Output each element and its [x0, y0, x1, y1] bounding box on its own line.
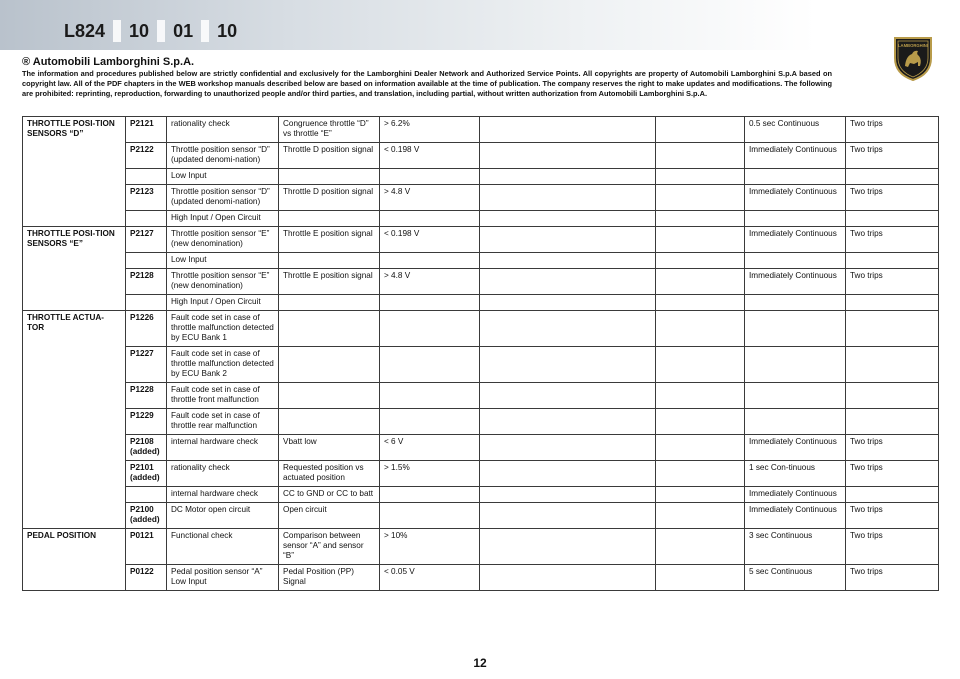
table-row	[23, 311, 939, 347]
blank-cell	[480, 347, 656, 383]
mil-cell: Two trips	[846, 435, 939, 461]
group-cell	[23, 295, 126, 311]
blank-cell	[656, 185, 745, 211]
fault-code-cell	[126, 295, 167, 311]
check-cell: Requested position vs actuated position	[279, 461, 380, 487]
code-separator	[201, 20, 209, 42]
mil-cell	[846, 409, 939, 435]
fault-code-cell: P1229	[126, 409, 167, 435]
table-row	[23, 211, 939, 227]
blank-cell	[656, 503, 745, 529]
threshold-cell: < 0.198 V	[380, 143, 480, 169]
mil-cell	[846, 347, 939, 383]
check-cell: CC to GND or CC to batt	[279, 487, 380, 503]
threshold-cell: < 0.05 V	[380, 565, 480, 591]
fault-code-cell: P0121	[126, 529, 167, 565]
fault-code-cell: P2123	[126, 185, 167, 211]
group-cell	[23, 143, 126, 169]
blank-cell	[656, 295, 745, 311]
threshold-cell: < 6 V	[380, 435, 480, 461]
table-row	[23, 565, 939, 591]
table-row	[23, 185, 939, 211]
time-required-cell: Immediately Continuous	[745, 227, 846, 253]
table-row	[23, 253, 939, 269]
fault-code-cell	[126, 487, 167, 503]
table-row	[23, 117, 939, 143]
table-row	[23, 347, 939, 383]
group-cell	[23, 503, 126, 529]
blank-cell	[656, 311, 745, 347]
blank-cell	[656, 347, 745, 383]
check-cell: Throttle D position signal	[279, 143, 380, 169]
blank-cell	[480, 269, 656, 295]
check-cell: Congruence throttle “D” vs throttle “E”	[279, 117, 380, 143]
threshold-cell	[380, 487, 480, 503]
threshold-cell: < 0.198 V	[380, 227, 480, 253]
blank-cell	[480, 311, 656, 347]
blank-cell	[656, 117, 745, 143]
threshold-cell: > 10%	[380, 529, 480, 565]
table-row	[23, 169, 939, 185]
group-cell	[23, 461, 126, 487]
copyright-disclaimer: The information and procedures published below are strictly confidential and exclusively for the Lamborghini Dealer Network and Authorized Service Points. All copyrights are property of Automobili Lamborghini S.p.A based on copyright law. All of the PDF chapters in the WEB workshop manuals described below are based on information available at the time of publication. The company reserves the right to make updates and modifications. The following are prohibited: reprinting, reproduction, forwarding to unauthorized people and/or third parties, and translation, including partial, without written authorization from Automobili Lamborghini S.p.A.	[22, 69, 832, 99]
check-cell	[279, 295, 380, 311]
check-cell	[279, 347, 380, 383]
blank-cell	[656, 383, 745, 409]
check-cell: Vbatt low	[279, 435, 380, 461]
description-cell: rationality check	[167, 117, 279, 143]
time-required-cell	[745, 169, 846, 185]
check-cell: Pedal Position (PP) Signal	[279, 565, 380, 591]
group-cell	[23, 169, 126, 185]
fault-code-cell	[126, 211, 167, 227]
description-cell: internal hardware check	[167, 435, 279, 461]
group-cell: THROTTLE ACTUA-TOR	[23, 311, 126, 347]
threshold-cell	[380, 503, 480, 529]
table-row	[23, 503, 939, 529]
blank-cell	[480, 143, 656, 169]
time-required-cell: Immediately Continuous	[745, 435, 846, 461]
check-cell	[279, 211, 380, 227]
description-cell: High Input / Open Circuit	[167, 295, 279, 311]
group-cell	[23, 185, 126, 211]
time-required-cell: 0.5 sec Continuous	[745, 117, 846, 143]
mil-cell: Two trips	[846, 269, 939, 295]
threshold-cell: > 6.2%	[380, 117, 480, 143]
mil-cell: Two trips	[846, 185, 939, 211]
blank-cell	[656, 269, 745, 295]
description-cell: Throttle position sensor “E” (new denomination)	[167, 269, 279, 295]
description-cell: Fault code set in case of throttle malfunction detected by ECU Bank 2	[167, 347, 279, 383]
time-required-cell: Immediately Continuous	[745, 185, 846, 211]
blank-cell	[480, 211, 656, 227]
blank-cell	[656, 487, 745, 503]
fault-code-cell: P2100 (added)	[126, 503, 167, 529]
group-cell	[23, 253, 126, 269]
fault-code-cell: P2122	[126, 143, 167, 169]
description-cell: Fault code set in case of throttle rear malfunction	[167, 409, 279, 435]
lamborghini-bull-shield-icon	[892, 36, 934, 82]
code-model: L824	[64, 21, 106, 41]
document-code-bar	[56, 20, 245, 42]
mil-cell: Two trips	[846, 565, 939, 591]
blank-cell	[480, 295, 656, 311]
time-required-cell: Immediately Continuous	[745, 487, 846, 503]
description-cell: DC Motor open circuit	[167, 503, 279, 529]
table-row	[23, 143, 939, 169]
check-cell	[279, 311, 380, 347]
check-cell: Throttle D position signal	[279, 185, 380, 211]
threshold-cell: > 4.8 V	[380, 269, 480, 295]
blank-cell	[480, 169, 656, 185]
mil-cell: Two trips	[846, 529, 939, 565]
mil-cell: Two trips	[846, 461, 939, 487]
threshold-cell: > 4.8 V	[380, 185, 480, 211]
blank-cell	[480, 565, 656, 591]
blank-cell	[480, 503, 656, 529]
group-cell	[23, 435, 126, 461]
time-required-cell	[745, 383, 846, 409]
description-cell: rationality check	[167, 461, 279, 487]
threshold-cell	[380, 253, 480, 269]
group-cell	[23, 409, 126, 435]
blank-cell	[480, 435, 656, 461]
table-row	[23, 529, 939, 565]
logo-text: LAMBORGHINI	[897, 43, 929, 48]
blank-cell	[656, 253, 745, 269]
mil-cell	[846, 169, 939, 185]
fault-code-cell: P2127	[126, 227, 167, 253]
group-cell	[23, 269, 126, 295]
check-cell: Comparison between sensor “A” and sensor “B”	[279, 529, 380, 565]
check-cell: Throttle E position signal	[279, 227, 380, 253]
threshold-cell	[380, 211, 480, 227]
description-cell: Throttle position sensor “D” (updated denomi-nation)	[167, 185, 279, 211]
description-cell: Functional check	[167, 529, 279, 565]
time-required-cell: 3 sec Continuous	[745, 529, 846, 565]
threshold-cell	[380, 311, 480, 347]
group-cell	[23, 211, 126, 227]
group-cell	[23, 347, 126, 383]
description-cell: Throttle position sensor “D” (updated denomi-nation)	[167, 143, 279, 169]
blank-cell	[480, 383, 656, 409]
blank-cell	[656, 169, 745, 185]
description-cell: internal hardware check	[167, 487, 279, 503]
check-cell	[279, 409, 380, 435]
blank-cell	[480, 487, 656, 503]
time-required-cell	[745, 409, 846, 435]
blank-cell	[656, 143, 745, 169]
check-cell	[279, 383, 380, 409]
mil-cell: Two trips	[846, 143, 939, 169]
description-cell: Fault code set in case of throttle front malfunction	[167, 383, 279, 409]
code-separator	[113, 20, 121, 42]
threshold-cell	[380, 295, 480, 311]
threshold-cell	[380, 347, 480, 383]
check-cell: Throttle E position signal	[279, 269, 380, 295]
blank-cell	[656, 565, 745, 591]
table-row	[23, 435, 939, 461]
blank-cell	[656, 409, 745, 435]
time-required-cell: Immediately Continuous	[745, 143, 846, 169]
fault-code-cell: P2108 (added)	[126, 435, 167, 461]
blank-cell	[656, 435, 745, 461]
page-number: 12	[473, 656, 487, 670]
mil-cell: Two trips	[846, 117, 939, 143]
time-required-cell: Immediately Continuous	[745, 503, 846, 529]
threshold-cell	[380, 409, 480, 435]
time-required-cell	[745, 253, 846, 269]
time-required-cell	[745, 211, 846, 227]
description-cell: Pedal position sensor “A” Low Input	[167, 565, 279, 591]
table-row	[23, 295, 939, 311]
dtc-table	[22, 116, 939, 591]
threshold-cell	[380, 383, 480, 409]
time-required-cell	[745, 295, 846, 311]
group-cell	[23, 565, 126, 591]
fault-code-cell: P2128	[126, 269, 167, 295]
time-required-cell: Immediately Continuous	[745, 269, 846, 295]
group-cell	[23, 383, 126, 409]
mil-cell	[846, 295, 939, 311]
fault-code-cell: P1226	[126, 311, 167, 347]
code-group: 10	[129, 21, 150, 41]
group-cell	[23, 487, 126, 503]
dtc-table-body	[23, 117, 939, 591]
fault-code-cell: P2121	[126, 117, 167, 143]
mil-cell	[846, 487, 939, 503]
threshold-cell: > 1.5%	[380, 461, 480, 487]
check-cell	[279, 253, 380, 269]
fault-code-cell: P1228	[126, 383, 167, 409]
mil-cell	[846, 253, 939, 269]
code-subgroup: 01	[173, 21, 194, 41]
check-cell	[279, 169, 380, 185]
time-required-cell	[745, 311, 846, 347]
threshold-cell	[380, 169, 480, 185]
table-row	[23, 383, 939, 409]
company-name: ® Automobili Lamborghini S.p.A.	[22, 56, 195, 68]
time-required-cell: 1 sec Con-tinuous	[745, 461, 846, 487]
description-cell: High Input / Open Circuit	[167, 211, 279, 227]
fault-code-cell: P2101 (added)	[126, 461, 167, 487]
blank-cell	[656, 227, 745, 253]
fault-code-cell	[126, 253, 167, 269]
table-row	[23, 227, 939, 253]
fault-code-cell: P1227	[126, 347, 167, 383]
description-cell: Low Input	[167, 169, 279, 185]
time-required-cell: 5 sec Continuous	[745, 565, 846, 591]
blank-cell	[656, 461, 745, 487]
table-row	[23, 487, 939, 503]
blank-cell	[480, 117, 656, 143]
description-cell: Low Input	[167, 253, 279, 269]
time-required-cell	[745, 347, 846, 383]
blank-cell	[656, 211, 745, 227]
mil-cell: Two trips	[846, 227, 939, 253]
mil-cell: Two trips	[846, 503, 939, 529]
group-cell: PEDAL POSITION	[23, 529, 126, 565]
check-cell: Open circuit	[279, 503, 380, 529]
table-row	[23, 409, 939, 435]
fault-code-cell	[126, 169, 167, 185]
blank-cell	[656, 529, 745, 565]
fault-code-cell: P0122	[126, 565, 167, 591]
description-cell: Throttle position sensor “E” (new denomination)	[167, 227, 279, 253]
blank-cell	[480, 461, 656, 487]
mil-cell	[846, 383, 939, 409]
blank-cell	[480, 409, 656, 435]
blank-cell	[480, 185, 656, 211]
blank-cell	[480, 227, 656, 253]
blank-cell	[480, 529, 656, 565]
code-section: 10	[217, 21, 238, 41]
table-row	[23, 461, 939, 487]
table-row	[23, 269, 939, 295]
group-cell: THROTTLE POSI-TION SENSORS “E”	[23, 227, 126, 253]
blank-cell	[480, 253, 656, 269]
description-cell: Fault code set in case of throttle malfunction detected by ECU Bank 1	[167, 311, 279, 347]
group-cell: THROTTLE POSI-TION SENSORS “D”	[23, 117, 126, 143]
code-separator	[157, 20, 165, 42]
mil-cell	[846, 211, 939, 227]
mil-cell	[846, 311, 939, 347]
